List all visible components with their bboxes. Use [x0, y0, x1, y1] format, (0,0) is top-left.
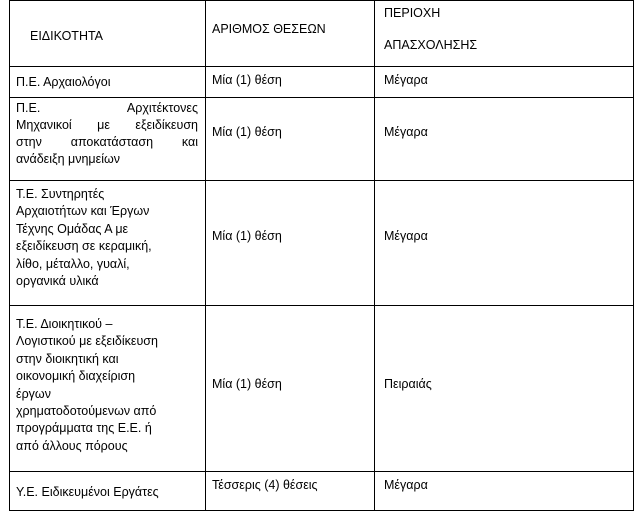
- row3-specialty-line2: Αρχαιοτήτων και Έργων: [16, 204, 150, 219]
- row2-specialty-line4: ανάδειξη μνημείων: [16, 152, 120, 166]
- row-divider-2: [9, 180, 633, 181]
- row4-specialty-line7: προγράμματα της Ε.Ε. ή: [16, 421, 152, 436]
- row2-specialty-line2: Μηχανικοί με εξειδίκευση: [16, 118, 198, 132]
- row4-specialty-line3: στην διοικητική και: [16, 351, 119, 366]
- row2-specialty-line1: Π.Ε. Αρχιτέκτονες: [16, 101, 198, 115]
- row3-positions: Μία (1) θέση: [212, 229, 282, 243]
- row1-positions: Μία (1) θέση: [212, 73, 282, 87]
- row3-specialty-line1: Τ.Ε. Συντηρητές: [16, 187, 105, 201]
- row-divider-header: [9, 66, 633, 67]
- row4-specialty-line5: έργων: [16, 386, 51, 401]
- row4-specialty: [16, 316, 158, 455]
- row4-specialty-line8: από άλλους πόρους: [16, 438, 128, 453]
- row3-specialty-line3: Τέχνης Ομάδας Α με: [16, 221, 129, 236]
- row4-positions: Μία (1) θέση: [212, 377, 282, 391]
- header-positions: ΑΡΙΘΜΟΣ ΘΕΣΕΩΝ: [212, 22, 326, 36]
- row4-specialty-line1: Τ.Ε. Διοικητικού –: [16, 317, 113, 331]
- row2-specialty: [16, 100, 198, 168]
- row3-area: Μέγαρα: [384, 229, 428, 243]
- header-area-line2: ΑΠΑΣΧΟΛΗΣΗΣ: [384, 38, 478, 52]
- row3-specialty-line4: εξειδίκευση σε κεραμική,: [16, 239, 152, 254]
- row4-specialty-line6: χρηματοδοτούμενων από: [16, 404, 157, 419]
- row2-positions: Μία (1) θέση: [212, 125, 282, 139]
- row5-positions: Τέσσερις (4) θέσεις: [212, 478, 318, 492]
- row2-area: Μέγαρα: [384, 125, 428, 139]
- header-area-line1: ΠΕΡΙΟΧΗ: [384, 6, 441, 20]
- row3-specialty: [16, 186, 152, 290]
- row4-area: Πειραιάς: [384, 377, 432, 391]
- row5-specialty: Υ.Ε. Ειδικευμένοι Εργάτες: [16, 485, 159, 499]
- row-divider-1: [9, 97, 633, 98]
- row-divider-3: [9, 305, 633, 306]
- column-divider-2: [374, 0, 375, 510]
- row1-area: Μέγαρα: [384, 73, 428, 87]
- row4-specialty-line2: Λογιστικού με εξειδίκευση: [16, 334, 158, 349]
- row-divider-4: [9, 471, 633, 472]
- header-specialty: ΕΙΔΙΚΟΤΗΤΑ: [30, 29, 104, 43]
- column-divider-1: [205, 0, 206, 510]
- row4-specialty-line4: οικονομική διαχείριση: [16, 369, 136, 384]
- row5-area: Μέγαρα: [384, 478, 428, 492]
- row2-specialty-line3: στην αποκατάσταση και: [16, 135, 198, 149]
- row3-specialty-line5: λίθο, μέταλλο, γυαλί,: [16, 256, 130, 271]
- row3-specialty-line6: οργανικά υλικά: [16, 274, 99, 289]
- row1-specialty: Π.Ε. Αρχαιολόγοι: [16, 75, 111, 89]
